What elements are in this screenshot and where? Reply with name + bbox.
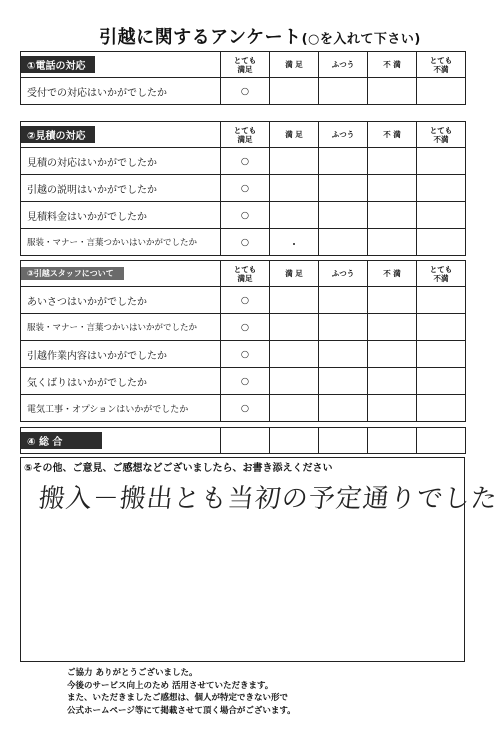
answer-cell[interactable] <box>417 314 466 341</box>
answer-circle-mark[interactable]: ○ <box>221 341 270 368</box>
footer-line: 今後のサービス向上のため 活用させていただきます。 <box>67 680 274 691</box>
answer-cell[interactable] <box>417 341 466 368</box>
answer-circle-mark[interactable]: ○ <box>221 314 270 341</box>
answer-circle-mark[interactable]: ○ <box>221 395 270 422</box>
table-row <box>21 78 466 105</box>
col-very-dissatisfied: とても 不満 <box>417 52 466 78</box>
question-text: あいさつはいかがでしたか <box>21 287 221 314</box>
section-1-label: ①電話の対応 <box>21 56 95 73</box>
section-2-table <box>20 121 466 256</box>
answer-cell[interactable] <box>368 229 417 256</box>
answer-cell[interactable] <box>270 202 319 229</box>
answer-cell[interactable] <box>417 148 466 175</box>
answer-cell[interactable] <box>270 78 319 105</box>
page-title <box>75 23 445 49</box>
answer-cell[interactable] <box>270 148 319 175</box>
answer-cell[interactable] <box>368 202 417 229</box>
answer-cell[interactable] <box>417 229 466 256</box>
answer-cell[interactable] <box>221 428 270 454</box>
question-text: 引越の説明はいかがでしたか <box>21 175 221 202</box>
section-1-table <box>20 51 466 105</box>
table-row <box>21 202 466 229</box>
question-text: 服装・マナー・言葉つかいはいかがでしたか <box>21 229 221 256</box>
answer-cell[interactable] <box>319 395 368 422</box>
col-very-dissatisfied: とても 不満 <box>417 261 466 287</box>
answer-cell[interactable] <box>319 368 368 395</box>
question-text: 受付での対応はいかがでしたか <box>21 78 221 105</box>
section-3-header-cell <box>21 261 221 287</box>
answer-cell[interactable] <box>368 287 417 314</box>
answer-cell[interactable] <box>417 368 466 395</box>
answer-cell[interactable] <box>417 202 466 229</box>
title-sub: (○を入れて下さい) <box>301 32 421 47</box>
answer-cell[interactable] <box>270 229 319 256</box>
answer-cell[interactable] <box>319 202 368 229</box>
answer-circle-mark[interactable]: ○ <box>221 175 270 202</box>
col-dissatisfied: 不 満 <box>368 122 417 148</box>
answer-circle-mark[interactable]: ○ <box>221 202 270 229</box>
handwritten-comment: 搬入－搬出とも当初の予定通りでした <box>37 484 499 514</box>
col-very-satisfied: とても 満足 <box>221 52 270 78</box>
section-4-label: ④ 総 合 <box>21 432 102 449</box>
col-dissatisfied: 不 満 <box>368 261 417 287</box>
question-text: 電気工事・オプションはいかがでしたか <box>21 395 221 422</box>
table-row <box>21 395 466 422</box>
col-very-dissatisfied: とても 不満 <box>417 122 466 148</box>
section-2-header-cell <box>21 122 221 148</box>
answer-cell[interactable] <box>270 428 319 454</box>
col-very-satisfied: とても 満足 <box>221 261 270 287</box>
answer-cell[interactable] <box>368 395 417 422</box>
section-4-header-cell <box>21 428 221 454</box>
answer-cell[interactable] <box>319 428 368 454</box>
col-very-satisfied: とても 満足 <box>221 122 270 148</box>
question-text: 服装・マナー・言葉つかいはいかがでしたか <box>21 314 221 341</box>
col-satisfied: 満 足 <box>270 122 319 148</box>
answer-cell[interactable] <box>417 287 466 314</box>
col-satisfied: 満 足 <box>270 261 319 287</box>
question-text: 見積料金はいかがでしたか <box>21 202 221 229</box>
section-1-header-cell <box>21 52 221 78</box>
section-3-table <box>20 260 466 422</box>
col-dissatisfied: 不 満 <box>368 52 417 78</box>
table-row <box>21 148 466 175</box>
footer-line: また、いただきましたご感想は、個人が特定できない形で <box>67 693 289 703</box>
answer-cell[interactable] <box>319 287 368 314</box>
col-average: ふつう <box>319 122 368 148</box>
table-row <box>21 341 466 368</box>
table-row <box>21 229 466 256</box>
answer-cell[interactable] <box>270 175 319 202</box>
answer-cell[interactable] <box>319 314 368 341</box>
footer-line: ご協力 ありがとうございました。 <box>67 668 198 678</box>
answer-cell[interactable] <box>368 314 417 341</box>
comment-label: ⑤その他、ご意見、ご感想などございましたら、お書き添えください <box>24 463 333 474</box>
answer-circle-mark[interactable]: ○ <box>221 368 270 395</box>
section-2-label: ②見積の対応 <box>21 126 95 143</box>
answer-circle-mark[interactable]: ○ <box>221 148 270 175</box>
answer-cell[interactable] <box>368 368 417 395</box>
question-text: 気くばりはいかがでしたか <box>21 368 221 395</box>
answer-cell[interactable] <box>319 341 368 368</box>
stray-dot <box>293 243 295 245</box>
answer-cell[interactable] <box>368 78 417 105</box>
footer-note <box>67 667 296 717</box>
answer-cell[interactable] <box>417 395 466 422</box>
answer-cell[interactable] <box>270 314 319 341</box>
answer-cell[interactable] <box>270 395 319 422</box>
answer-cell[interactable] <box>368 428 417 454</box>
section-4-table <box>20 427 466 454</box>
comment-box[interactable] <box>20 457 499 662</box>
answer-cell[interactable] <box>270 287 319 314</box>
answer-cell[interactable] <box>319 148 368 175</box>
footer-line: 公式ホームページ等にて掲載させて頂く場合がございます。 <box>67 705 296 716</box>
answer-cell[interactable] <box>270 368 319 395</box>
table-row <box>21 368 466 395</box>
answer-cell[interactable] <box>319 78 368 105</box>
col-average: ふつう <box>319 261 368 287</box>
answer-cell[interactable] <box>417 175 466 202</box>
answer-cell[interactable] <box>417 428 466 454</box>
answer-cell[interactable] <box>368 175 417 202</box>
answer-cell[interactable] <box>368 341 417 368</box>
answer-circle-mark[interactable]: ○ <box>221 229 270 256</box>
answer-circle-mark[interactable]: ○ <box>221 287 270 314</box>
answer-cell[interactable] <box>417 78 466 105</box>
question-text: 見積の対応はいかがでしたか <box>21 148 221 175</box>
section-3-label: ③引越スタッフについて <box>21 267 124 280</box>
col-average: ふつう <box>319 52 368 78</box>
answer-circle-mark[interactable]: ○ <box>221 78 270 105</box>
answer-cell[interactable] <box>368 148 417 175</box>
col-satisfied: 満 足 <box>270 52 319 78</box>
table-row <box>21 175 466 202</box>
question-text: 引越作業内容はいかがでしたか <box>21 341 221 368</box>
answer-cell[interactable] <box>319 229 368 256</box>
table-row <box>21 314 466 341</box>
title-main: 引越に関するアンケート <box>99 27 302 48</box>
table-row <box>21 287 466 314</box>
answer-cell[interactable] <box>270 341 319 368</box>
answer-cell[interactable] <box>319 175 368 202</box>
